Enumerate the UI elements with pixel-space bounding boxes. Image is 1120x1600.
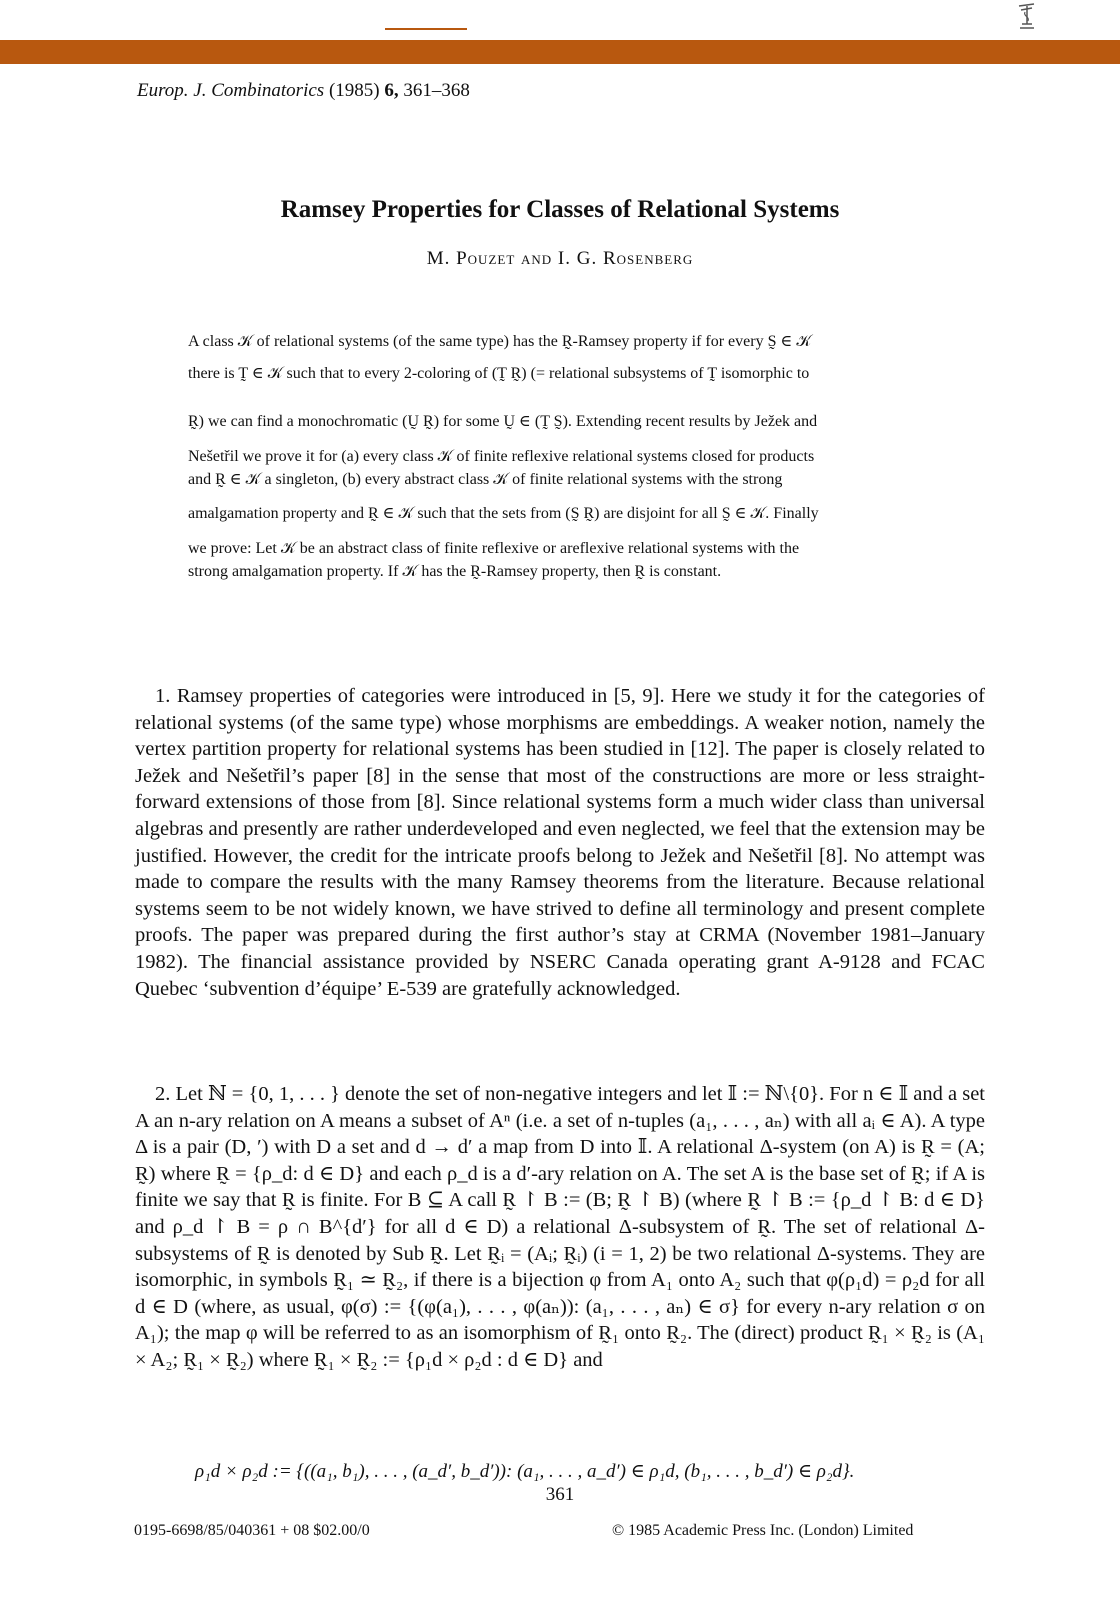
abstract-line: R̰) we can find a monochromatic (Ṵ R̰) for some Ṵ ∈ (T̰ S̰). Extending recent results by Ježek and [188,413,818,430]
copyright: © 1985 Academic Press Inc. (London) Limited [612,1522,914,1539]
abstract-line: strong amalgamation property. If 𝒦 has the R̰-Ramsey property, then R̰ is constant. [188,563,722,580]
abstract-line: we prove: Let 𝒦 be an abstract class of finite reflexive or areflexive relational systems with the [188,540,800,557]
article-code: 0195-6698/85/040361 + 08 $02.00/0 [134,1522,370,1539]
journal-name: Europ. J. Combinatorics [137,80,325,101]
journal-volume: 6, [384,80,399,101]
section-1-text: 1. Ramsey properties of categories were introduced in [5, 9]. Here we study it for the categories of relational systems (of the same type) whose morphisms are embeddings. A weaker notion, namely the vertex partition property for relational systems has been studied in [12]. The paper is closely related to Ježek and Nešetřil’s paper [8] in the sense that most of the constructions are more or less straight-forward extensions of those from [8]. Since relational systems form a much wider class than universal algebras and presently are rather underdeveloped and even neglected, we feel that the extension may be justified. However, the credit for the intricate proofs belong to Ježek and Nešetřil [8]. No attempt was made to compare the results with the many Ramsey theorems from the literature. Because relational systems seem to be not widely known, we have strived to define all terminology and present complete proofs. The paper was prepared during the first author’s stay at CRMA (November 1981–January 1982). The financial assistance provided by NSERC Canada operating grant A-9128 and FCAC Quebec ‘subvention d’équipe’ E-539 are gratefully acknowledged. [135,685,985,1000]
product-formula: ρ₁d × ρ₂d := {((a₁, b₁), . . . , (a_d′, b_d′)): (a₁, . . . , a_d′) ∈ ρ₁d, (b₁, . . . , b_d′) ∈ ρ₂d}. [195,1461,855,1482]
abstract-line: Nešetřil we prove it for (a) every class 𝒦 of finite reflexive relational systems closed for products [188,448,815,465]
section-2 [135,1081,985,1374]
section-1 [135,683,985,1002]
abstract-line: A class 𝒦 of relational systems (of the same type) has the R̰-Ramsey property if for every S̰ ∈ 𝒦 [188,333,812,350]
abstract-line: and R̰ ∈ 𝒦 a singleton, (b) every abstract class 𝒦 of finite relational systems with the strong [188,471,783,488]
journal-pages: 361–368 [403,80,470,101]
library-stamp-icon [1016,2,1038,32]
abstract-line: there is T̰ ∈ 𝒦 such that to every 2-coloring of (T̰ R̰) (= relational subsystems of T̰ isomorphic to [188,365,810,382]
abstract-line: amalgamation property and R̰ ∈ 𝒦 such that the sets from (S̰ R̰) are disjoint for all S̰ ∈ 𝒦. Finally [188,505,819,522]
header-color-bar [0,40,1120,64]
paper-title: Ramsey Properties for Classes of Relational Systems [280,196,840,223]
journal-year: (1985) [328,80,380,101]
top-rule [385,28,467,30]
page-number: 361 [545,1484,575,1505]
paper-authors: M. Pouzet and I. G. Rosenberg [426,248,694,269]
journal-citation [137,80,470,102]
section-2-text: 2. Let ℕ = {0, 1, . . . } denote the set of non-negative integers and let 𝕀 := ℕ\{0}. For n ∈ 𝕀 and a set A an n-ary relation on A means a subset of Aⁿ (i.e. a set of n-tuples (a₁, . . . , aₙ) with all aᵢ ∈ A). A type Δ is a pair (D, ′) with D a set and d → d′ a map from D into 𝕀. A relational Δ-system (on A) is R̰ = (A; R̰) where R̰ = {ρ_d: d ∈ D} and each ρ_d is a d′-ary relation on A. The set A is the base set of R̰; if A is finite we say that R̰ is finite. For B ⊆ A call R̰ ↾ B := (B; R̰ ↾ B) (where R̰ ↾ B := {ρ_d ↾ B: d ∈ D} and ρ_d ↾ B = ρ ∩ B^{d′} for all d ∈ D) a relational Δ-subsystem of R̰. The set of relational Δ-subsystems of R̰ is denoted by Sub R̰. Let R̰ᵢ = (Aᵢ; R̰ᵢ) (i = 1, 2) be two relational Δ-systems. They are isomorphic, in symbols R̰₁ ≃ R̰₂, if there is a bijection φ from A₁ onto A₂ such that φ(ρ₁d) = ρ₂d for all d ∈ D (where, as usual, φ(σ) := {(φ(a₁), . . . , φ(aₙ)): (a₁, . . . , aₙ) ∈ σ} for every n-ary relation σ on A₁); the map φ will be referred to as an isomorphism of R̰₁ onto R̰₂. The (direct) product R̰₁ × R̰₂ is (A₁ × A₂; R̰₁ × R̰₂) where R̰₁ × R̰₂ := {ρ₁d × ρ₂d : d ∈ D} and [135,1083,985,1371]
